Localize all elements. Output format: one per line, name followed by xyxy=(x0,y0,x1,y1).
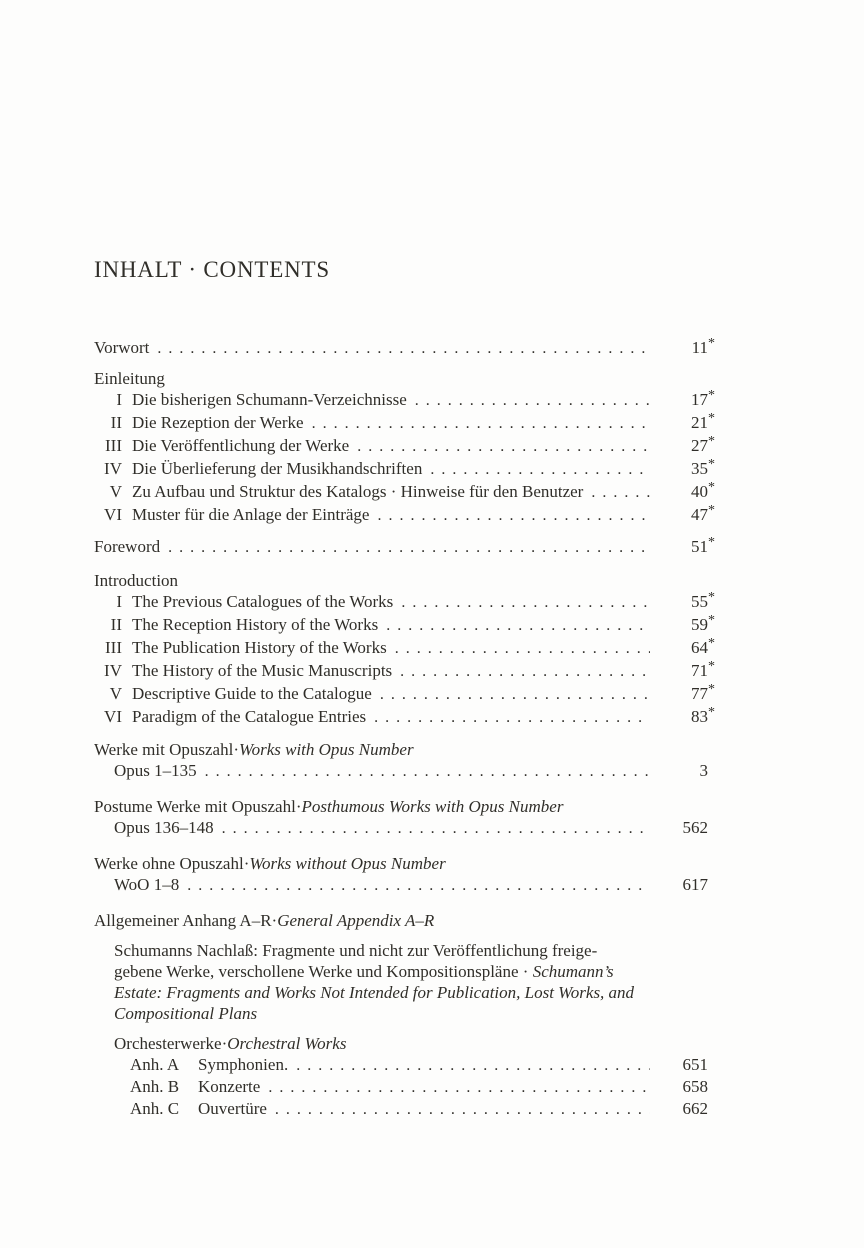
note-line: Estate: Fragments and Works Not Intended for Publication, Lost Works, and xyxy=(114,983,635,1002)
page-star: * xyxy=(708,411,715,426)
dot-leader xyxy=(380,683,650,705)
note-line-english: Schumann’s xyxy=(532,962,614,981)
dot-leader xyxy=(386,614,650,636)
entry-label: Die Überlieferung der Musikhandschriften xyxy=(132,459,423,478)
dot-leader xyxy=(591,481,650,503)
dot-leader xyxy=(401,591,650,613)
page-number: 27 xyxy=(691,436,708,455)
dot-leader xyxy=(430,458,650,480)
note-line: Compositional Plans xyxy=(114,1004,258,1023)
toc-entry xyxy=(94,874,718,896)
roman-numeral: II xyxy=(110,615,122,634)
entry-label: The Reception History of the Works xyxy=(132,615,379,634)
separator: · xyxy=(243,854,250,873)
entry-label: The Publication History of the Works xyxy=(132,638,387,657)
entry-label: Zu Aufbau und Struktur des Katalogs · Hinweise für den Benutzer xyxy=(132,482,584,501)
appendix-number: Anh. A xyxy=(130,1055,180,1074)
section-heading-label: Introduction xyxy=(94,571,179,590)
heading-german: Werke mit Opuszahl xyxy=(94,740,234,759)
dot-leader xyxy=(395,637,650,659)
page-number: 17 xyxy=(691,390,708,409)
entry-label: Symphonien. xyxy=(198,1055,289,1074)
page-number: 658 xyxy=(682,1077,708,1096)
page-number: 51 xyxy=(691,537,708,556)
dot-leader xyxy=(296,1054,650,1076)
entry-label: Descriptive Guide to the Catalogue xyxy=(132,684,372,703)
page-number: 11 xyxy=(691,338,708,357)
page-star: * xyxy=(708,613,715,628)
section-heading-posthumous-works xyxy=(94,796,718,817)
roman-numeral: VI xyxy=(104,505,122,524)
note-line-german: gebene Werke, verschollene Werke und Kompositionspläne · xyxy=(114,962,533,981)
toc-entry xyxy=(94,1054,718,1076)
page-star: * xyxy=(708,434,715,449)
entry-label: Die Rezeption der Werke xyxy=(132,413,304,432)
entry-label: Die bisherigen Schumann-Verzeichnisse xyxy=(132,390,407,409)
toc-entry xyxy=(94,660,718,683)
dot-leader xyxy=(268,1076,650,1098)
entry-label: Opus 1–135 xyxy=(114,761,197,780)
page-number: 64 xyxy=(691,638,708,657)
note-line: Schumanns Nachlaß: Fragmente und nicht zur Veröffentlichung freige- xyxy=(114,941,598,960)
roman-numeral: II xyxy=(110,413,122,432)
heading-german: Orchesterwerke xyxy=(114,1034,222,1053)
heading-english: Orchestral Works xyxy=(227,1034,347,1053)
roman-numeral: V xyxy=(109,684,122,703)
roman-numeral: V xyxy=(109,482,122,501)
separator: · xyxy=(233,740,239,759)
page-number: 21 xyxy=(691,413,708,432)
page-number: 40 xyxy=(691,482,708,501)
page-number: 651 xyxy=(682,1055,708,1074)
page-number: 3 xyxy=(699,761,708,780)
page-number: 59 xyxy=(691,615,708,634)
page-number: 71 xyxy=(691,661,708,680)
toc-entry-foreword xyxy=(94,536,718,559)
heading-german: Postume Werke mit Opuszahl xyxy=(94,797,296,816)
toc-entry xyxy=(94,614,718,637)
page-star: * xyxy=(708,388,715,403)
section-heading-works-without-opus xyxy=(94,853,718,874)
appendix-number: Anh. B xyxy=(130,1077,180,1096)
dot-leader xyxy=(374,706,650,728)
entry-label: The History of the Music Manuscripts xyxy=(132,661,393,680)
entry-label: Konzerte xyxy=(198,1077,261,1096)
section-heading-orchestral-works xyxy=(94,1033,718,1054)
dot-leader xyxy=(415,389,650,411)
roman-numeral: III xyxy=(105,638,122,657)
page-number: 617 xyxy=(682,875,708,894)
toc-entry xyxy=(94,637,718,660)
toc-entry xyxy=(94,817,718,839)
heading-german: Werke ohne Opuszahl xyxy=(94,854,244,873)
separator: · xyxy=(295,797,302,816)
note-line xyxy=(114,961,718,982)
toc-entry xyxy=(94,481,718,504)
heading-english: Works without Opus Number xyxy=(249,854,446,873)
page-star: * xyxy=(708,705,715,720)
page-number: 77 xyxy=(691,684,708,703)
dot-leader xyxy=(275,1098,650,1120)
dot-leader xyxy=(168,536,650,558)
page-star: * xyxy=(708,480,715,495)
heading-english: Works with Opus Number xyxy=(238,740,414,759)
dot-leader xyxy=(357,435,650,457)
entry-label: Vorwort xyxy=(94,338,150,357)
separator: · xyxy=(271,911,278,930)
dot-leader xyxy=(157,337,650,359)
entry-label: Paradigm of the Catalogue Entries xyxy=(132,707,367,726)
dot-leader xyxy=(222,817,650,839)
dot-leader xyxy=(377,504,650,526)
toc-entry xyxy=(94,435,718,458)
roman-numeral: VI xyxy=(104,707,122,726)
separator: · xyxy=(221,1034,228,1053)
entry-label: WoO 1–8 xyxy=(114,875,180,894)
toc-entry-vorwort xyxy=(94,337,718,360)
page-star: * xyxy=(708,336,715,351)
toc-entry xyxy=(94,706,718,729)
heading-german: Allgemeiner Anhang A–R xyxy=(94,911,272,930)
page-number: 47 xyxy=(691,505,708,524)
page-star: * xyxy=(708,457,715,472)
dot-leader xyxy=(312,412,650,434)
section-heading-einleitung xyxy=(94,368,718,389)
heading-english: Posthumous Works with Opus Number xyxy=(301,797,564,816)
roman-numeral: I xyxy=(116,390,122,409)
roman-numeral: IV xyxy=(104,661,122,680)
page-number: 83 xyxy=(691,707,708,726)
section-heading-label: Einleitung xyxy=(94,369,165,388)
section-heading-general-appendix xyxy=(94,910,718,931)
page-star: * xyxy=(708,590,715,605)
toc-entry xyxy=(94,1076,718,1098)
page-star: * xyxy=(708,636,715,651)
section-heading-introduction xyxy=(94,570,718,591)
toc-entry xyxy=(94,1098,718,1120)
page-star: * xyxy=(708,659,715,674)
section-heading-works-with-opus xyxy=(94,739,718,760)
toc-entry xyxy=(94,591,718,614)
toc-entry xyxy=(94,683,718,706)
dot-leader xyxy=(205,760,650,782)
entry-label: The Previous Catalogues of the Works xyxy=(132,592,394,611)
dot-leader xyxy=(400,660,650,682)
heading-english: General Appendix A–R xyxy=(277,911,435,930)
dot-leader xyxy=(187,874,650,896)
roman-numeral: IV xyxy=(104,459,122,478)
roman-numeral: I xyxy=(116,592,122,611)
toc-entry xyxy=(94,389,718,412)
toc-entry xyxy=(94,760,718,782)
toc-entry xyxy=(94,458,718,481)
roman-numeral: III xyxy=(105,436,122,455)
entry-label: Foreword xyxy=(94,537,161,556)
appendix-note xyxy=(94,940,718,1024)
toc-entry xyxy=(94,412,718,435)
entry-label: Opus 136–148 xyxy=(114,818,214,837)
page-number: 55 xyxy=(691,592,708,611)
entry-label: Muster für die Anlage der Einträge xyxy=(132,505,370,524)
toc-entry xyxy=(94,504,718,527)
page-title: INHALT · CONTENTS xyxy=(94,257,330,282)
page-number: 662 xyxy=(682,1099,708,1118)
entry-label: Ouvertüre xyxy=(198,1099,267,1118)
page-star: * xyxy=(708,535,715,550)
page-star: * xyxy=(708,682,715,697)
appendix-number: Anh. C xyxy=(130,1099,180,1118)
page-star: * xyxy=(708,503,715,518)
page-number: 562 xyxy=(682,818,708,837)
page-number: 35 xyxy=(691,459,708,478)
entry-label: Die Veröffentlichung der Werke xyxy=(132,436,350,455)
